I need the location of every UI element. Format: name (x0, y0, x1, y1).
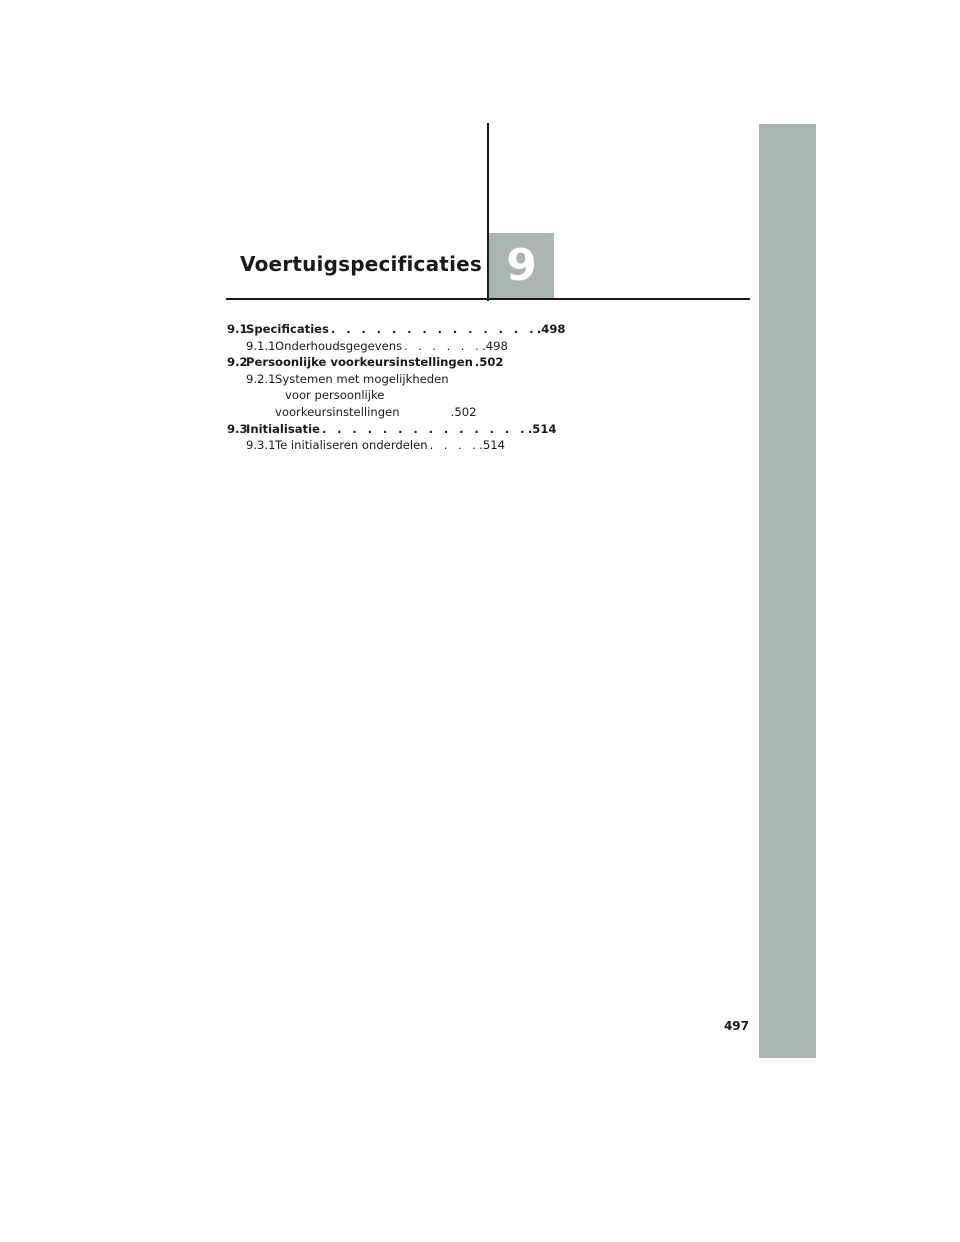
toc-entry-page: .502 (450, 404, 477, 419)
page-number: 497 (723, 1019, 749, 1033)
toc-entry-title-cont: voorkeursinstellingen (275, 404, 400, 419)
toc-leader-dots: . . . . . . . . . . . . . . (321, 421, 528, 436)
toc-leader-dots: . . . . (429, 438, 480, 453)
toc-entry[interactable] (227, 354, 504, 371)
toc-entry[interactable] (246, 437, 506, 454)
toc-entry-number: 9.2.1 (246, 371, 276, 386)
toc-entry[interactable] (227, 421, 557, 438)
toc-entry-page: .498 (536, 322, 566, 336)
toc-entry-title: Persoonlijke voorkeursinstellingen (246, 355, 473, 370)
header-horizontal-rule (226, 298, 750, 300)
toc-leader-dots: . . . . . . (404, 338, 483, 353)
toc-entry-page: .514 (479, 438, 506, 453)
toc-entry-title: Onderhoudsgegevens (275, 338, 403, 353)
toc-entry-number: 9.3.1 (246, 438, 276, 453)
toc-entry-title: Specificaties (246, 322, 329, 336)
toc-entry-title-cont: voor persoonlijke (285, 388, 385, 403)
toc-entry-title: Te initialiseren onderdelen (275, 438, 428, 453)
table-of-contents (227, 321, 566, 454)
toc-entry-number: 9.3 (227, 421, 248, 436)
toc-entry[interactable] (227, 321, 566, 338)
toc-leader-dots: . . . . . . . . . . . . . . (330, 322, 537, 336)
toc-entry-number: 9.1 (227, 322, 248, 336)
toc-entry-title: Systemen met mogelijkheden (275, 371, 449, 386)
chapter-title: Voertuigspecificaties (239, 252, 482, 276)
toc-entry-number: 9.1.1 (246, 338, 276, 353)
toc-entry[interactable] (246, 338, 508, 355)
toc-entry-number: 9.2 (227, 355, 248, 370)
toc-entry[interactable] (246, 371, 477, 421)
toc-entry-title: Initialisatie (246, 421, 320, 436)
toc-entry-page: .498 (482, 338, 508, 353)
toc-entry-page: .514 (527, 421, 557, 436)
chapter-number: 9 (506, 239, 537, 291)
toc-entry-page: .502 (474, 355, 504, 370)
chapter-thumb-tab (759, 124, 816, 1058)
chapter-number-badge (489, 233, 554, 298)
